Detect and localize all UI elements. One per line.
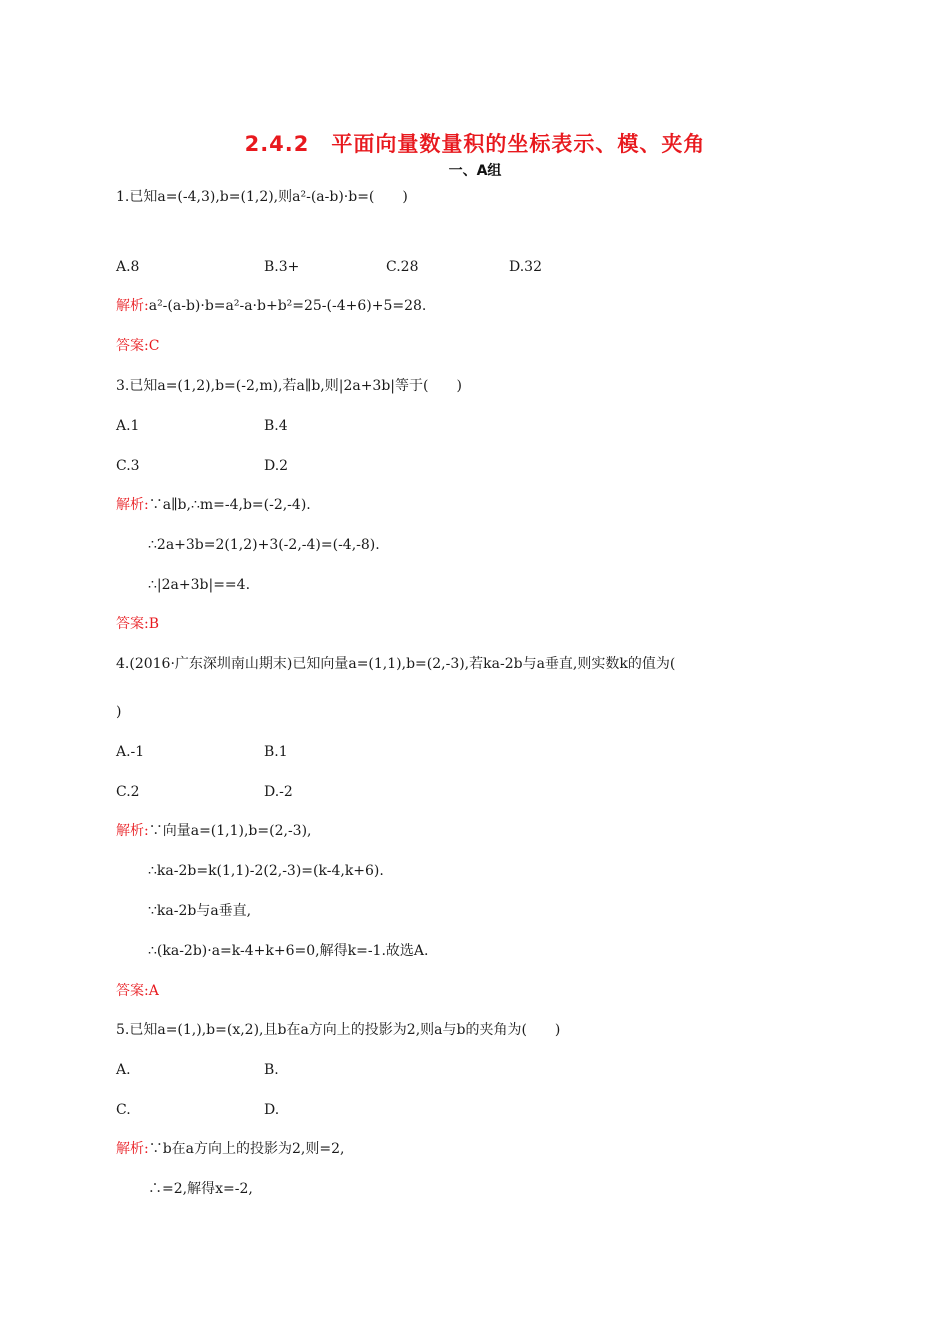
answer-option: B. [264, 1062, 279, 1078]
line-rest: a²-(a-b)·b=a²-a·b+b²=25-(-4+6)+5=28. [148, 298, 427, 314]
line-text: ∴=2,解得x=-2, [148, 1181, 253, 1197]
label-red: 解析: [116, 497, 149, 513]
text-line [148, 1179, 253, 1199]
text-line [116, 187, 408, 207]
line-rest: ∵a∥b,∴m=-4,b=(-2,-4). [148, 497, 311, 513]
text-line [116, 1139, 344, 1159]
answer-option: C. [116, 1102, 131, 1118]
text-line [116, 821, 312, 841]
line-text: 5.已知a=(1,),b=(x,2),且b在a方向上的投影为2,则a与b的夹角为( ) [116, 1022, 561, 1038]
answer-option: D. [264, 1102, 280, 1118]
answer-option: C.28 [386, 259, 419, 275]
line-text: 4.(2016·广东深圳南山期末)已知向量a=(1,1),b=(2,-3),若ka-2b与a垂直,则实数k的值为( [116, 656, 676, 672]
line-text: ∴(ka-2b)·a=k-4+k+6=0,解得k=-1.故选A. [148, 943, 429, 959]
text-line [116, 702, 121, 722]
answer-option: D.-2 [264, 784, 293, 800]
label-red: 解析: [116, 298, 149, 314]
label-red: 答案:A [116, 983, 159, 999]
text-line [148, 535, 380, 555]
label-red: 解析: [116, 1141, 149, 1157]
answer-option: A.1 [116, 418, 140, 434]
label-red: 答案:C [116, 338, 160, 354]
line-text: ∵ka-2b与a垂直, [148, 903, 252, 919]
text-line [116, 336, 159, 356]
text-line [148, 901, 251, 921]
answer-option: A. [116, 1062, 131, 1078]
line-text: 3.已知a=(1,2),b=(-2,m),若a∥b,则|2a+3b|等于( ) [116, 378, 462, 394]
answer-option: B.1 [264, 744, 288, 760]
answer-option: C.3 [116, 458, 140, 474]
answer-option: B.3+ [264, 259, 300, 275]
text-line [148, 575, 250, 595]
line-text: ) [116, 704, 122, 720]
text-line [116, 981, 159, 1001]
text-line [116, 654, 675, 674]
text-line [116, 1020, 560, 1040]
answer-option: D.32 [509, 259, 542, 275]
text-line [148, 861, 384, 881]
text-line [116, 614, 159, 634]
text-line [116, 296, 426, 316]
line-text: 1.已知a=(-4,3),b=(1,2),则a²-(a-b)·b=( ) [116, 189, 408, 205]
label-red: 解析: [116, 823, 149, 839]
line-text: ∴|2a+3b|==4. [148, 577, 251, 593]
text-line [116, 376, 462, 396]
section-subtitle: 一、A组 [448, 163, 502, 179]
answer-option: A.8 [116, 259, 140, 275]
line-text: ∴ka-2b=k(1,1)-2(2,-3)=(k-4,k+6). [148, 863, 384, 879]
label-red: 答案:B [116, 616, 160, 632]
answer-option: D.2 [264, 458, 289, 474]
answer-option: C.2 [116, 784, 140, 800]
answer-option: B.4 [264, 418, 288, 434]
line-rest: ∵b在a方向上的投影为2,则=2, [148, 1141, 345, 1157]
line-text: ∴2a+3b=2(1,2)+3(-2,-4)=(-4,-8). [148, 537, 380, 553]
text-line [116, 495, 311, 515]
line-rest: ∵向量a=(1,1),b=(2,-3), [148, 823, 312, 839]
text-line [148, 941, 428, 961]
answer-option: A.-1 [116, 744, 145, 760]
page-title: 2.4.2 平面向量数量积的坐标表示、模、夹角 [244, 132, 706, 156]
